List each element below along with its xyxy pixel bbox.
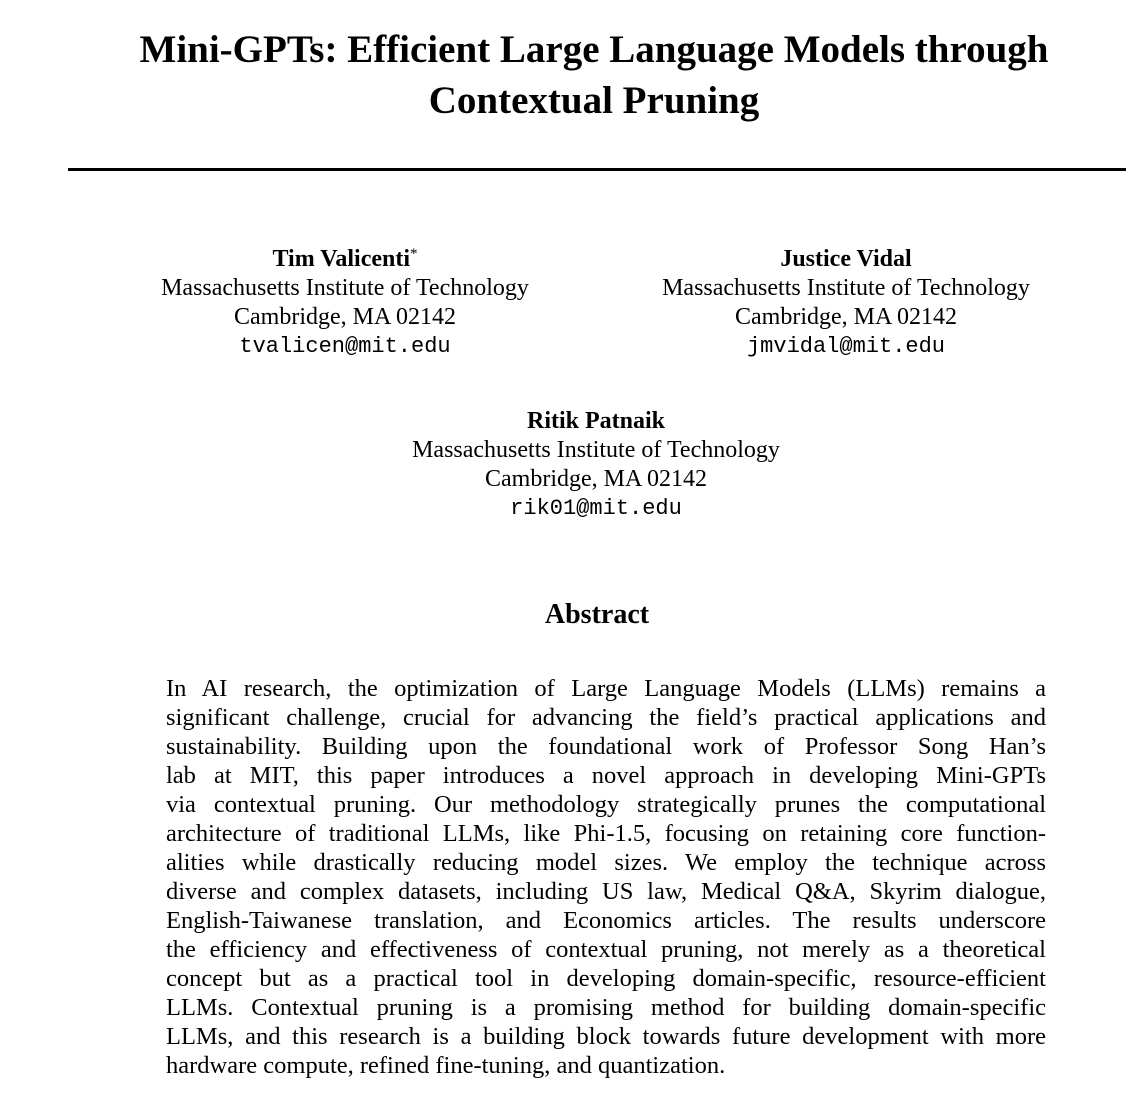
author-email: rik01@mit.edu: [510, 496, 682, 521]
abstract-line: alities while drastically reducing model sizes. We employ the technique across: [166, 849, 1046, 876]
author-name: Ritik Patnaik: [526, 408, 666, 434]
abstract-line: concept but as a practical tool in developing domain-specific, resource-efficient: [166, 965, 1046, 992]
title-rule: [68, 168, 1126, 171]
abstract-line: LLMs, and this research is a building block towards future development with more: [166, 1023, 1046, 1050]
abstract-heading: Abstract: [544, 599, 650, 630]
author-location: Cambridge, MA 02142: [485, 466, 707, 492]
abstract-line: hardware compute, refined fine-tuning, and quantization.: [166, 1052, 726, 1079]
author-affiliation: Massachusetts Institute of Technology: [161, 275, 529, 301]
author-location: Cambridge, MA 02142: [735, 304, 957, 330]
paper-title-line-2: Contextual Pruning: [428, 79, 760, 122]
author-block-3: [380, 407, 812, 523]
abstract-line: significant challenge, crucial for advancing the field’s practical applications and: [166, 704, 1046, 731]
abstract-line: via contextual pruning. Our methodology strategically prunes the computational: [166, 791, 1046, 818]
author-name: Justice Vidal: [780, 246, 912, 272]
abstract-line: sustainability. Building upon the foundational work of Professor Song Han’s: [166, 733, 1046, 760]
abstract-line: In AI research, the optimization of Large Language Models (LLMs) remains a: [166, 675, 1046, 702]
author-block-2: [628, 245, 1064, 361]
abstract-line: diverse and complex datasets, including US law, Medical Q&A, Skyrim dialogue,: [166, 878, 1046, 905]
abstract-body: [166, 674, 1046, 1080]
author-block-1: [130, 245, 560, 361]
abstract-line: LLMs. Contextual pruning is a promising method for building domain-specific: [166, 994, 1046, 1021]
abstract-line: the efficiency and effectiveness of contextual pruning, not merely as a theoretical: [166, 936, 1046, 963]
author-affiliation: Massachusetts Institute of Technology: [412, 437, 780, 463]
author-location: Cambridge, MA 02142: [234, 304, 456, 330]
abstract-line: English-Taiwanese translation, and Economics articles. The results underscore: [166, 907, 1046, 934]
paper-title-line-1: Mini-GPTs: Efficient Large Language Models through: [139, 28, 1049, 71]
author-affiliation: Massachusetts Institute of Technology: [662, 275, 1030, 301]
paper-title: [40, 24, 1148, 126]
author-email: tvalicen@mit.edu: [239, 334, 451, 359]
author-name: Tim Valicenti*: [272, 246, 418, 272]
abstract-line: lab at MIT, this paper introduces a novel approach in developing Mini-GPTs: [166, 762, 1046, 789]
author-email: jmvidal@mit.edu: [746, 334, 946, 359]
abstract-line: architecture of traditional LLMs, like Phi-1.5, focusing on retaining core function-: [166, 820, 1046, 847]
author-footnote-mark: *: [410, 246, 418, 262]
